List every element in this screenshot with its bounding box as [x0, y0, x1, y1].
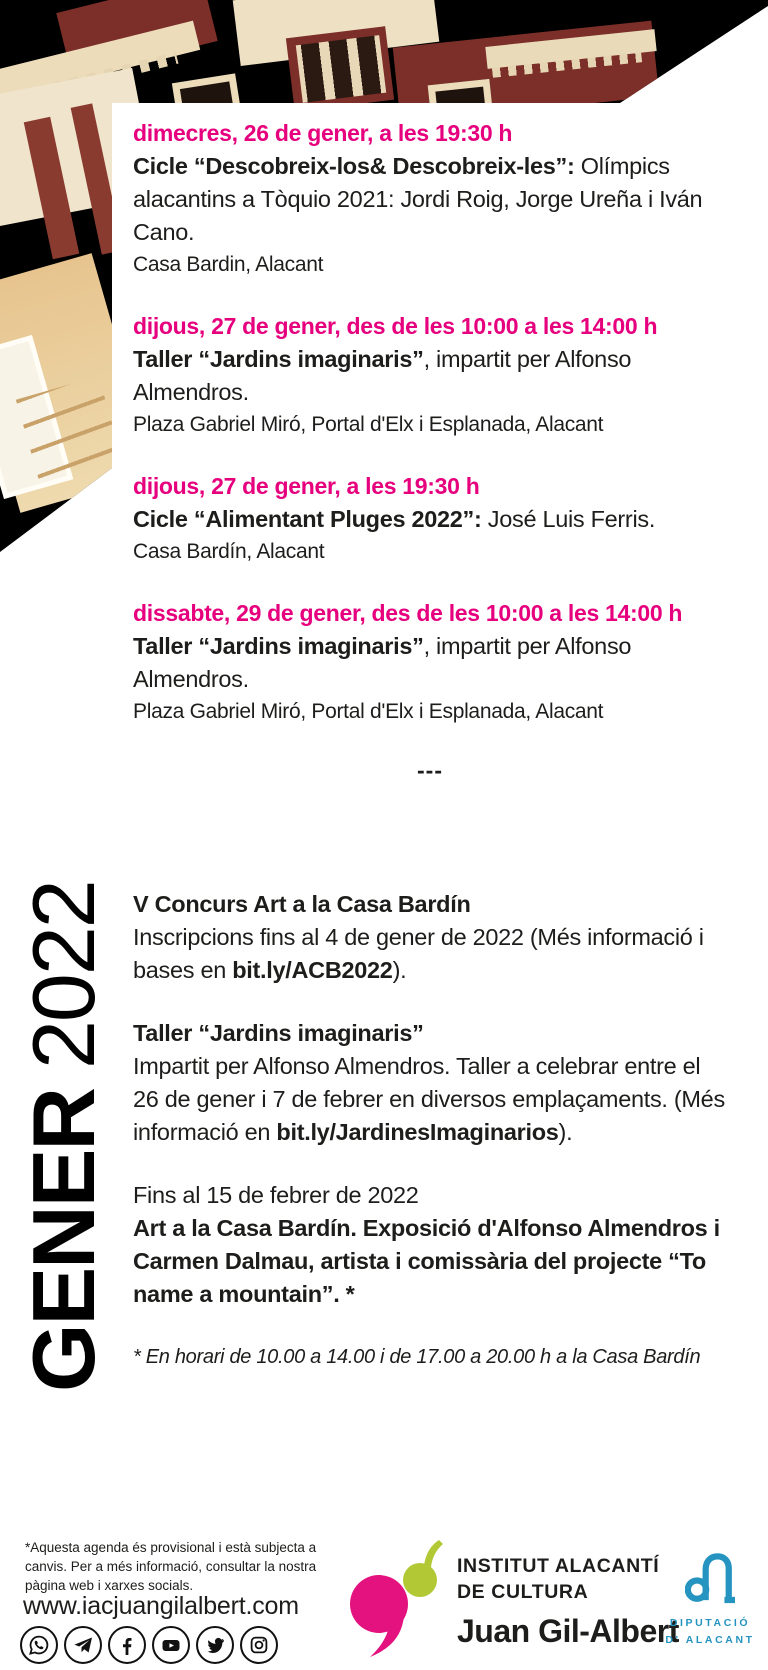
event-title-bold: Cicle “Alimentant Pluges 2022”: — [133, 506, 482, 532]
website-link[interactable]: www.iacjuangilalbert.com — [23, 1592, 299, 1620]
telegram-icon[interactable] — [64, 1626, 102, 1664]
month-name: GENER — [14, 1089, 113, 1392]
event-location: Casa Bardín, Alacant — [133, 540, 325, 563]
highlights-section — [133, 888, 729, 1394]
event-date: dimecres, 26 de gener, a les 19:30 h — [133, 120, 513, 146]
highlight-block-expo — [133, 1179, 729, 1311]
event-date: dijous, 27 de gener, des de les 10:00 a les 14:00 h — [133, 313, 658, 339]
expo-title: Art a la Casa Bardín. Exposició d'Alfonso Almendros i Carmen Dalmau, artista i comissària del projecte “To name a mountain”. * — [133, 1215, 720, 1307]
event-location: Plaza Gabriel Miró, Portal d'Elx i Esplanada, Alacant — [133, 700, 604, 723]
diputacio-line2: D' ALACANT — [665, 1634, 755, 1646]
highlight-body: ). — [558, 1119, 573, 1145]
institut-logo-text — [457, 1553, 679, 1649]
month-year: 2022 — [14, 881, 113, 1070]
event-title-rest: Olímpics alacantins a Tòquio 2021: Jordi Roig, Jorge Ureña i Iván Cano. — [133, 153, 703, 245]
highlight-body: ). — [392, 957, 407, 983]
event-title — [133, 630, 727, 696]
month-title-vertical — [14, 814, 114, 1392]
institut-logo-mark — [348, 1540, 452, 1665]
agenda-event — [133, 597, 727, 727]
event-title-bold: Cicle “Descobreix-los& Descobreix-les”: — [133, 153, 575, 179]
agenda-event — [133, 117, 727, 280]
hero-shape — [296, 35, 386, 103]
highlight-block-concurs — [133, 888, 729, 987]
highlight-title: Taller “Jardins imaginaris” — [133, 1020, 424, 1046]
institut-line2: DE CULTURA — [457, 1581, 589, 1603]
schedule-note: * En horari de 10.00 a 14.00 i de 17.00 a 20.00 h a la Casa Bardín — [133, 1346, 701, 1368]
twitter-icon[interactable] — [196, 1626, 234, 1664]
highlight-title: V Concurs Art a la Casa Bardín — [133, 891, 471, 917]
bitly-link-acb2022[interactable]: bit.ly/ACB2022 — [232, 957, 393, 983]
agenda-event — [133, 470, 727, 567]
diputacio-logo-mark — [685, 1552, 735, 1606]
event-date: dijous, 27 de gener, a les 19:30 h — [133, 473, 480, 499]
youtube-icon[interactable] — [152, 1626, 190, 1664]
highlight-body: Impartit per Alfonso Almendros. Taller a celebrar entre el 26 de gener i 7 de febrer en diversos emplaçaments. (Més informació en — [133, 1053, 725, 1145]
event-date: dissabte, 29 de gener, des de les 10:00 a les 14:00 h — [133, 600, 683, 626]
footer-disclaimer: *Aquesta agenda és provisional i està subjecta a canvis. Per a més informació, consultar la nostra pàgina web i xarxes socials. — [25, 1540, 317, 1593]
institut-line1: INSTITUT ALACANTÍ — [457, 1555, 660, 1577]
event-title — [133, 343, 727, 409]
social-icons-row — [20, 1626, 278, 1664]
facebook-icon[interactable] — [108, 1626, 146, 1664]
event-title — [133, 150, 727, 249]
agenda-event — [133, 310, 727, 440]
event-title-bold: Taller “Jardins imaginaris” — [133, 633, 424, 659]
event-location: Casa Bardin, Alacant — [133, 253, 324, 276]
diputacio-line1: DIPUTACIÓ — [669, 1617, 751, 1629]
highlight-block-taller — [133, 1017, 729, 1149]
event-title-bold: Taller “Jardins imaginaris” — [133, 346, 424, 372]
institut-name: Juan Gil-Albert — [457, 1613, 679, 1649]
section-divider: --- — [417, 757, 443, 783]
event-location: Plaza Gabriel Miró, Portal d'Elx i Esplanada, Alacant — [133, 413, 604, 436]
diputacio-logo — [652, 1552, 768, 1648]
expo-date: Fins al 15 de febrer de 2022 — [133, 1182, 419, 1208]
agenda-list — [133, 117, 727, 784]
event-title-rest: José Luis Ferris. — [481, 506, 656, 532]
event-title-rest: , impartit per Alfonso Almendros. — [133, 633, 632, 692]
event-title-rest: , impartit per Alfonso Almendros. — [133, 346, 632, 405]
instagram-icon[interactable] — [240, 1626, 278, 1664]
bitly-link-jardines[interactable]: bit.ly/JardinesImaginarios — [276, 1119, 559, 1145]
whatsapp-icon[interactable] — [20, 1626, 58, 1664]
event-title — [133, 503, 727, 536]
highlight-body: Inscripcions fins al 4 de gener de 2022 (Més informació i bases en — [133, 924, 704, 983]
